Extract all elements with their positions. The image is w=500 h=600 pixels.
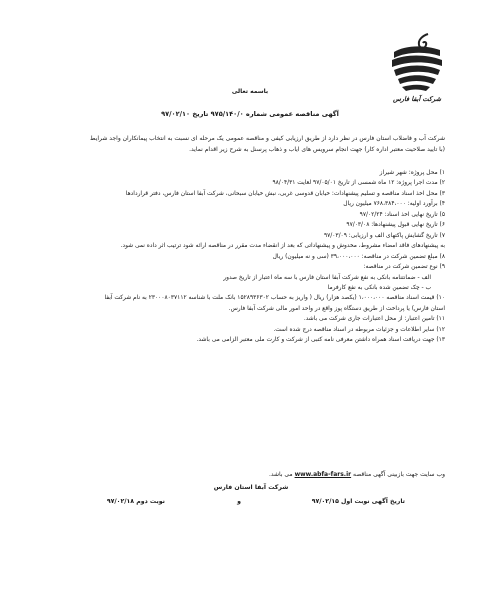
- item-documents-price: ۱۰) قیمت اسناد مناقصه ۱،۰۰۰،۰۰۰ (یکصد هزار) ریال ( واریز به حساب ۱۵۲۸۹۳۶۳۰۲ بانک ملت با شناسه ۲۳۰۰۰۸۰۳۷۱۱۲ به نام شرکت آبفا استان فارس) یا پرداخت از طریق دستگاه پوز واقع در واحد امور مالی شرکت آبفا فارس.: [104, 295, 445, 312]
- publication-dates: [95, 498, 405, 508]
- company-logo: [388, 30, 446, 108]
- publication-second-date: نوبت دوم ۹۷/۰۲/۱۸: [106, 498, 165, 505]
- publication-first-date: تاریخ آگهی نوبت اول ۹۷/۰۲/۱۵: [311, 498, 405, 505]
- item-guarantee-option-b: ب - چک تضمین شده بانکی به نفع کارفرما: [327, 284, 431, 291]
- website-line: [90, 471, 445, 478]
- item-project-duration: ۲) مدت اجرا پروژه: ۱۲ ماه شمسی از تاریخ ۹۷/۰۵/۰۱ لغایت ۹۸/۰۴/۳۱: [272, 180, 445, 187]
- logo-caption: شرکت آبفا فارس: [392, 95, 442, 103]
- item-opening-date: ۷) تاریخ گشایش پاکتهای الف و ارزیابی: ۹۷/۰۳/۰۹: [323, 232, 445, 239]
- item-initial-estimate: ۴) برآورد اولیه: ۷۶۸،۳۸۴،۰۰۰ میلیون ریال: [343, 201, 445, 208]
- website-line-prefix: وب سایت جهت بازبینی آگهی مناقصه: [353, 471, 445, 478]
- item-documents-location: ۳) محل اخذ اسناد مناقصه و تسلیم پیشنهادات: خیابان قدوسی غربی، نبش خیابان سبحانی، شرکت آبفا استان فارس، دفتر قراردادها: [125, 190, 445, 197]
- intro-paragraph: شرکت آب و فاضلاب استان فارس در نظر دارد از طریق ارزیابی کیفی و مناقصه عمومی یک مرحله ای نسبت به انتخاب پیمانکاران واجد شرایط (با تایید صلاحیت معتبر اداره کار) جهت انجام سرویس های ایاب و ذهاب پرسنل به شرح زیر اقدام نماید.: [90, 135, 445, 153]
- item-guarantee-type: ۹) نوع تضمین شرکت در مناقصه:: [363, 264, 445, 271]
- item-guarantee-option-a: الف - ضمانتنامه بانکی به نفع شرکت آبفا استان فارس با سه ماه اعتبار از تاریخ صدور: [223, 274, 431, 281]
- website-line-suffix: می باشد.: [268, 471, 293, 478]
- publication-and: و: [237, 498, 241, 505]
- item-required-documents: ۱۳) جهت دریافت اسناد همراه داشتن معرفی نامه کتبی از شرکت و کارت ملی معتبر الزامی می باشد.: [196, 337, 445, 344]
- basmala: باسمه تعالی: [231, 88, 269, 95]
- item-funding-source: ۱۱) تامین اعتبار: از محل اعتبارات جاری شرکت می باشد.: [303, 316, 445, 323]
- item-documents-deadline: ۵) تاریخ نهایی اخذ اسناد: ۹۷/۰۲/۲۴: [359, 211, 445, 218]
- tender-items-list: [90, 168, 445, 346]
- company-signature: شرکت آبفا استان فارس: [213, 484, 289, 491]
- item-guarantee-amount: ۸) مبلغ تضمین شرکت در مناقصه: ۳۹،۰۰۰،۰۰۰ (سی و نه میلیون) ریال: [272, 253, 445, 260]
- item-other-information: ۱۲) سایر اطلاعات و جزئیات مربوطه در اسناد مناقصه درج شده است.: [273, 326, 445, 333]
- water-drop-logo-icon: [388, 30, 446, 94]
- tender-title: آگهی مناقصه عمومی شماره ۹۷۵/۱۴۰/۰ تاریخ ۹۷/۰۲/۱۰: [161, 110, 339, 118]
- website-link[interactable]: www.abfa-fars.ir: [294, 471, 352, 478]
- item-proposal-deadline: ۶) تاریخ نهایی قبول پیشنهادها: ۹۷/۰۳/۰۸: [346, 222, 445, 229]
- item-project-location: ۱) محل پروژه: شهر شیراز: [379, 170, 445, 176]
- item-invalid-proposals-note: به پیشنهادهای فاقد امضاء مشروط، مخدوش و پیشنهاداتی که بعد از انقضاء مدت مقرر در مناقصه ارائه شود ترتیب اثر داده نمی شود.: [120, 243, 445, 250]
